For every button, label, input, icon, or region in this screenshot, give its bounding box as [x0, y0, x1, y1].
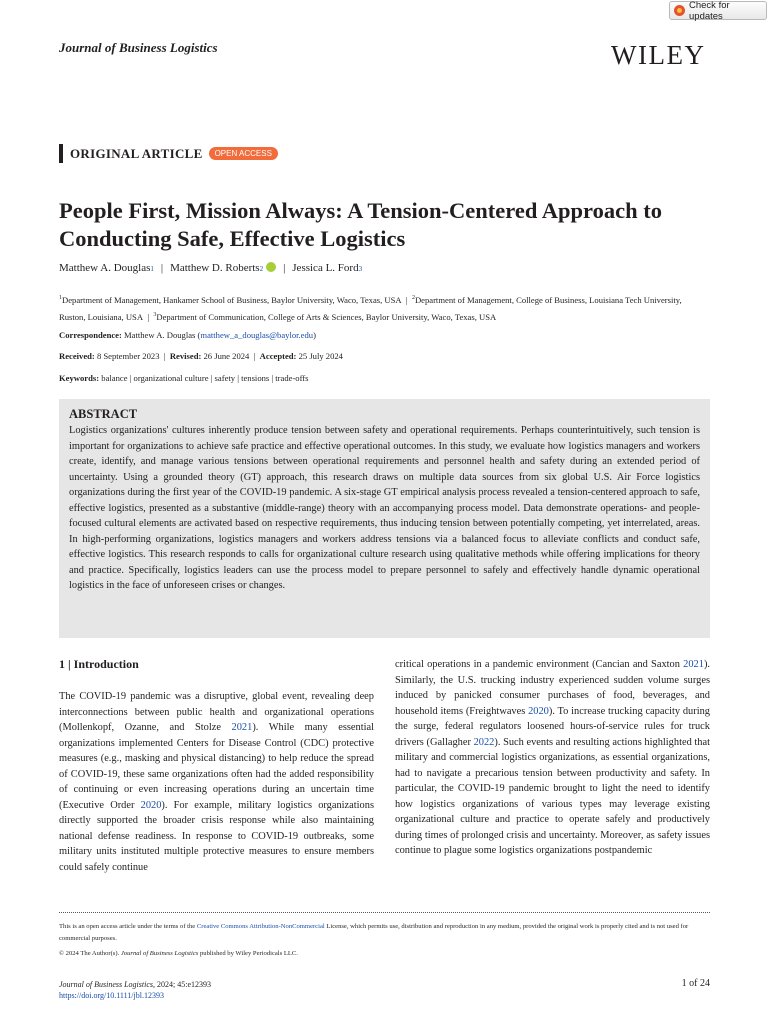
abstract-text: Logistics organizations' cultures inherently produce tension between safety and operational requirements. Perhaps counterintuitively, such tension is important for organizations to achieve safe practice and effective operational outcomes. In this study, we evaluate how logistics managers and workers create, identify, and manage various tensions between operational requirements and personnel health and safety during an extended period of uncertainty. Using a grounded theory (GT) approach, this research draws on multiple data sources from six global U.S. Air Force logistics organizations during the first year of the COVID-19 pandemic. A six-stage GT empirical analysis process revealed a tension-centered approach to safe, effective logistics, presented as a substantive (middle-range) theory with an accompanying process model. Data demonstrate operations- and people-focused cultural elements are activated based on respective requirements, thus inducing tension between potentially competing, yet interrelated, areas. In high-performing organizations, logistics managers and workers address tensions via a balanced focus to alleviate conflicts and conduct safe, effective logistics. This research responds to calls for organizational culture research using qualitative methods while offering implications for theory and practice. Specifically, logistics leaders can use the process model to prepare personnel to safely and effectively handle dynamic operational logistics in the face of unforeseen crises or changes. [69, 425, 700, 591]
revised-date: 26 June 2024 [203, 351, 250, 361]
body-text: ). Such events and resulting actions highlighted that military and commercial logistics organizations, as essential organizations, had to navigate a precarious tension between productivity and safety. In particular, the COVID-19 pandemic brought to light the need to identify how logistics organizations of various types may leverage existing organizational culture and practice to operate safely and productively during times of prolonged crisis and uncertainty. Moreover, as safety issues continue to plague some logistics organizations postpandemic [395, 736, 710, 856]
article-type [59, 144, 278, 163]
license-text: License, which permits use, distribution and reproduction in any medium, provided the original work is properly cited and is not used for commercial purposes. [59, 923, 689, 942]
author-affiliation-mark[interactable]: 1 [150, 265, 154, 273]
keywords [59, 373, 309, 383]
abstract-heading: ABSTRACT [69, 407, 138, 421]
correspondence [59, 330, 316, 340]
body-text: ). Similarly, the U.S. trucking industry experienced sudden volume surges induced by panicked consumer purchases of food, beverages, and household items (Freightwaves [395, 659, 710, 717]
crossmark-icon [674, 5, 685, 16]
abstract-box [59, 399, 710, 638]
author-affiliation-mark[interactable]: 2 [259, 265, 264, 273]
copyright-text: published by Wiley Periodicals LLC. [198, 950, 298, 957]
doi-link-text[interactable]: https://doi.org/10.1111/jbl.12393 [59, 991, 164, 1000]
author-name[interactable]: Matthew D. Roberts [170, 262, 260, 274]
footer-journal-name: Journal of Business Logistics, [59, 980, 156, 989]
article-dates: Received: 8 September 2023 | Revised: 26 June 2024 | Accepted: 25 July 2024 [59, 351, 343, 361]
affiliation-number: 3 [153, 311, 157, 318]
footer-citation [59, 980, 211, 989]
affiliation-number: 1 [59, 295, 62, 301]
journal-name: Journal of Business Logistics [59, 40, 218, 55]
license-footnote [59, 921, 709, 945]
citation-link[interactable]: 2021 [231, 722, 253, 733]
correspondence-close: ) [313, 330, 316, 340]
check-for-updates-button[interactable] [669, 1, 767, 20]
body-column-right [395, 657, 710, 859]
article-title: People First, Mission Always: A Tension-Centered Approach to Conducting Safe, Effective Logistics [59, 198, 662, 251]
footer-issue: 2024; 45:e12393 [155, 980, 212, 989]
copyright-text: © 2024 The Author(s). [59, 950, 121, 957]
accepted-date: 25 July 2024 [298, 351, 343, 361]
body-column-left [59, 689, 374, 875]
citation-link[interactable]: 2020 [140, 799, 162, 811]
footnote-divider [59, 912, 710, 913]
doi-link[interactable] [59, 991, 164, 1000]
license-text: This is an open access article under the terms of the [59, 923, 197, 930]
publisher-logo: WILEY [611, 40, 706, 70]
body-text: ). For example, military logistics organizations directly supported the broader crisis response while also maintaining national defense readiness. In response to COVID-19 outbreaks, some military units instituted multiple protective measures to ensure members could safely continue [59, 799, 374, 873]
orcid-icon[interactable] [266, 262, 276, 272]
affiliation-text: Department of Communication, College of Arts & Sciences, Baylor University, Waco, Texas, USA [156, 311, 497, 322]
citation-link[interactable]: 2020 [528, 705, 549, 717]
author-affiliation-mark[interactable]: 3 [358, 265, 363, 273]
received-date: 8 September 2023 [96, 351, 160, 361]
body-text: The COVID-19 pandemic was a disruptive, global event, revealing deep interconnections between public health and organizational operations (Mollenkopf, Ozanne, and Stolze [59, 691, 374, 733]
body-text: ). While many essential organizations implemented Centers for Disease Control (CDC) protective measures (e.g., masking and physical distancing) to help reduce the spread of COVID-19, these same organizations often had the added responsibility of continuing or even increasing operations during an uncertain time (Executive Order [59, 722, 375, 811]
page-number: 1 of 24 [681, 978, 710, 989]
copyright-notice [59, 950, 298, 957]
body-text: ). To increase trucking capacity during the surge, federal regulators loosened hours-of-service rules for truck drivers (Gallagher [395, 705, 710, 748]
revised-label: Revised: [169, 351, 202, 361]
affiliation-text: Department of Management, College of Business, Louisiana Tech University, Ruston, Louisiana, USA [59, 294, 682, 322]
license-link[interactable]: Creative Commons Attribution-NonCommercial [196, 923, 325, 930]
section-heading: 1 | Introduction [59, 657, 139, 671]
keywords-list: balance | organizational culture | safety | tensions | trade-offs [101, 373, 309, 383]
citation-link[interactable]: 2022 [473, 736, 495, 748]
author-separator: | [283, 262, 286, 274]
author-separator: | [160, 262, 164, 274]
open-access-badge: OPEN ACCESS [209, 147, 278, 160]
received-label: Received: [59, 351, 95, 361]
affiliation-text: Department of Management, Hankamer School of Business, Baylor University, Waco, Texas, USA [62, 294, 402, 305]
correspondence-email-link[interactable]: matthew_a_douglas@baylor.edu [200, 330, 314, 340]
correspondence-name: Matthew A. Douglas ( [124, 330, 201, 340]
author-name[interactable]: Jessica L. Ford [292, 262, 359, 274]
author-name[interactable]: Matthew A. Douglas [59, 262, 151, 274]
keywords-label: Keywords: [59, 373, 100, 383]
check-for-updates-label: Check for updates [689, 0, 730, 22]
article-type-label: ORIGINAL ARTICLE [70, 145, 203, 161]
affiliations: $^1$Department of Management, Hankamer School of Business, Baylor University, Waco, Texas, USA | $^2$Department of Management, College of Business, Louisiana Tech University, Ruston, Louisiana, USA | $^3$Department of Communication, College of Arts & Sciences, Baylor University, Waco, Texas, USA [59, 294, 682, 322]
affiliation-number: 2 [411, 295, 415, 301]
copyright-journal: Journal of Business Logistics [120, 950, 199, 957]
correspondence-label: Correspondence: [59, 330, 122, 340]
author-list [59, 261, 362, 274]
citation-link[interactable]: 2021 [683, 659, 704, 670]
article-type-bar [59, 144, 63, 163]
body-text: critical operations in a pandemic environment (Cancian and Saxton [395, 659, 684, 670]
accepted-label: Accepted: [259, 351, 297, 361]
